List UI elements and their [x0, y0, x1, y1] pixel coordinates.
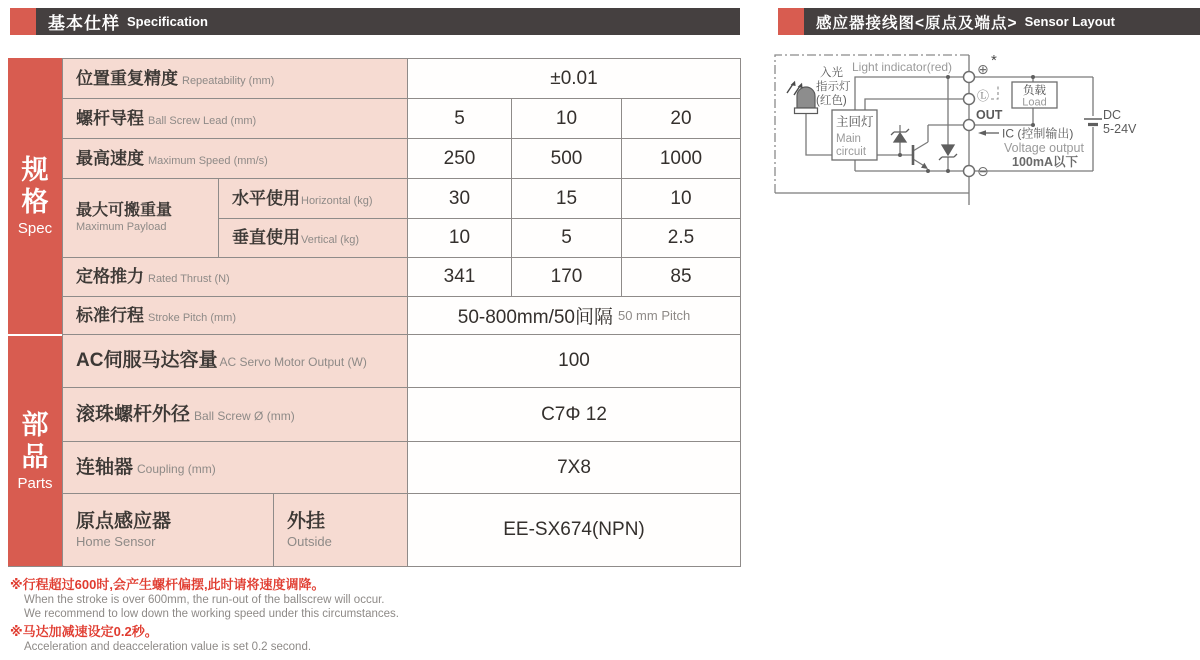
- row-label-coupling: 连轴器 Coupling (mm): [62, 441, 407, 493]
- value-repeatability: ±0.01: [407, 58, 740, 98]
- value-speed-3: 1000: [621, 138, 740, 178]
- row-label-home-sensor: 原点感应器 Home Sensor: [62, 493, 273, 566]
- value-lead-3: 20: [621, 98, 740, 138]
- footnote-en-3: Acceleration and deacceleration value is set 0.2 second.: [24, 641, 312, 653]
- row-label-servo-output: AC伺服马达容量 AC Servo Motor Output (W): [62, 334, 407, 387]
- led-label-line1: 入光: [820, 67, 843, 79]
- light-on-terminal-symbol: Ⓛ: [977, 89, 990, 103]
- value-ball-screw-dia: C7Φ 12: [407, 387, 740, 441]
- row-label-rated-thrust: 定格推力 Rated Thrust (N): [62, 257, 407, 296]
- current-limit-label: 100mA以下: [1012, 155, 1078, 169]
- ic-label: IC (控制输出): [1002, 126, 1074, 141]
- value-vertical-1: 10: [407, 218, 511, 257]
- specification-table: [8, 58, 741, 567]
- row-label-stroke-pitch: 标准行程 Stroke Pitch (mm): [62, 296, 407, 334]
- row-label-maximum-payload: 最大可搬重量 Maximum Payload: [62, 178, 218, 257]
- value-thrust-3: 85: [621, 257, 740, 296]
- left-header-accent-square: [10, 8, 36, 35]
- right-header-bar: [804, 8, 1200, 35]
- band-parts-zh: 部品: [21, 410, 49, 472]
- row-label-horizontal: 水平使用Horizontal (kg): [218, 178, 407, 218]
- value-horizontal-2: 15: [511, 178, 621, 218]
- terminal-plus: [964, 72, 975, 83]
- value-lead-2: 10: [511, 98, 621, 138]
- row-label-repeatability: 位置重复精度 Repeatability (mm): [62, 58, 407, 98]
- value-home-sensor: EE-SX674(NPN): [407, 493, 740, 566]
- sensor-wiring-diagram: [770, 45, 1200, 210]
- left-header-bar: [36, 8, 740, 35]
- plus-terminal-symbol: ⊕: [977, 61, 989, 77]
- main-circuit-box: [832, 110, 877, 160]
- right-header-title-en: Sensor Layout: [1024, 14, 1115, 29]
- minus-terminal-symbol: ⊖: [977, 163, 989, 179]
- value-lead-1: 5: [407, 98, 511, 138]
- light-indicator-label: Light indicator(red): [852, 60, 953, 74]
- terminal-minus: [964, 166, 975, 177]
- out-terminal-label: OUT: [976, 108, 1003, 122]
- svg-text:Load: Load: [1022, 96, 1047, 109]
- value-vertical-2: 5: [511, 218, 621, 257]
- footnotes: [10, 577, 710, 654]
- band-spec-en: Spec: [17, 219, 53, 237]
- footnote-en-1: When the stroke is over 600mm, the run-out of the ballscrew will occur.: [24, 594, 385, 606]
- light-on-select-dashed-wire: [991, 85, 998, 99]
- left-header-title-zh: 基本仕样: [48, 14, 120, 33]
- right-header-accent-square: [778, 8, 804, 35]
- band-parts-en: Parts: [17, 474, 53, 492]
- value-horizontal-1: 30: [407, 178, 511, 218]
- battery-icon: [1084, 108, 1137, 136]
- transistor-symbol: [913, 145, 928, 169]
- svg-text:5-24V: 5-24V: [1103, 122, 1137, 136]
- led-label-line2: 指示灯: [816, 81, 851, 93]
- asterisk-mark: *: [991, 52, 997, 69]
- ic-arrow: [978, 130, 986, 135]
- section-band-parts: [8, 334, 62, 566]
- row-label-vertical: 垂直使用Vertical (kg): [218, 218, 407, 257]
- svg-text:circuit: circuit: [836, 146, 867, 158]
- value-coupling: 7X8: [407, 441, 740, 493]
- row-label-home-sensor-outside: 外挂 Outside: [273, 493, 407, 566]
- voltage-output-label: Voltage output: [1004, 141, 1084, 155]
- terminal-light-on: [964, 94, 975, 105]
- value-thrust-2: 170: [511, 257, 621, 296]
- value-stroke-pitch: 50-800mm/50间隔 50 mm Pitch: [407, 296, 740, 334]
- value-vertical-3: 2.5: [621, 218, 740, 257]
- footnote-zh-1: ※行程超过600时,会产生螺杆偏摆,此时请将速度调降。: [10, 577, 325, 592]
- value-horizontal-3: 10: [621, 178, 740, 218]
- band-spec-zh: 规格: [21, 155, 49, 217]
- svg-text:Main: Main: [836, 133, 861, 145]
- footnote-zh-2: ※马达加减速设定0.2秒。: [10, 624, 158, 639]
- value-thrust-1: 341: [407, 257, 511, 296]
- right-header-title-zh: 感应器接线图<原点及端点>: [816, 14, 1018, 32]
- value-speed-1: 250: [407, 138, 511, 178]
- footnote-en-2: We recommend to low down the working speed under this circumstances.: [24, 608, 399, 620]
- svg-text:主回灯: 主回灯: [836, 115, 874, 129]
- svg-text:负载: 负载: [1023, 85, 1046, 97]
- led-indicator-icon: [787, 81, 818, 114]
- row-label-ball-screw-lead: 螺杆导程 Ball Screw Lead (mm): [62, 98, 407, 138]
- row-label-ball-screw-dia: 滚珠螺杆外径 Ball Screw Ø (mm): [62, 387, 407, 441]
- load-box: [1012, 82, 1057, 109]
- row-label-maximum-speed: 最高速度 Maximum Speed (mm/s): [62, 138, 407, 178]
- section-band-spec: [8, 58, 62, 334]
- value-servo-output: 100: [407, 334, 740, 387]
- left-header-title-en: Specification: [127, 14, 208, 29]
- terminal-out: [964, 120, 975, 131]
- value-speed-2: 500: [511, 138, 621, 178]
- led-label-line3: (红色): [816, 95, 847, 107]
- svg-text:DC: DC: [1103, 108, 1122, 122]
